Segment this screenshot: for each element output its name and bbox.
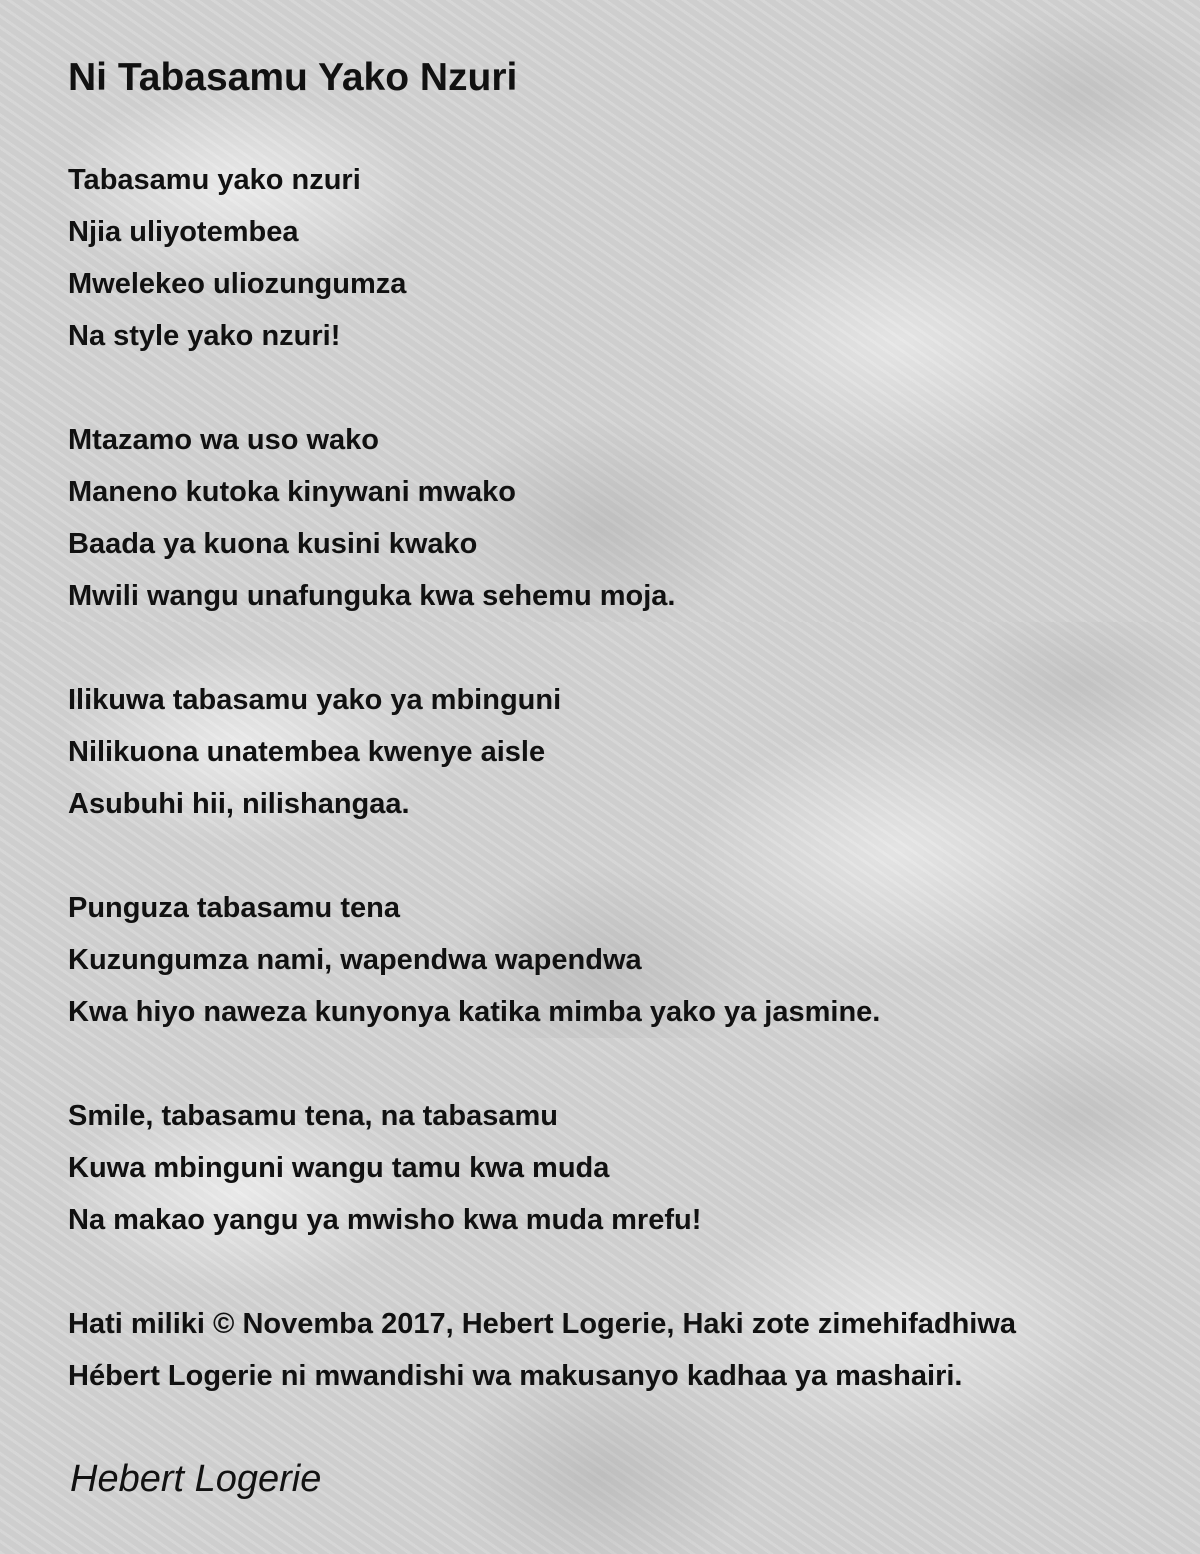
stanza-1 <box>68 154 1168 362</box>
poem-title: Ni Tabasamu Yako Nzuri <box>68 56 518 99</box>
poem-line: Kuzungumza nami, wapendwa wapendwa <box>68 944 642 976</box>
poem-line: Na style yako nzuri! <box>68 320 341 352</box>
poem-line: Asubuhi hii, nilishangaa. <box>68 788 410 820</box>
poem-line: Tabasamu yako nzuri <box>68 164 361 196</box>
poem-line: Na makao yangu ya mwisho kwa muda mrefu! <box>68 1204 702 1236</box>
poem-line: Maneno kutoka kinywani mwako <box>68 476 516 508</box>
copyright-notice <box>68 1298 1168 1402</box>
stanza-5 <box>68 1090 1168 1246</box>
poem-line: Punguza tabasamu tena <box>68 892 400 924</box>
copyright-line: Hati miliki © Novemba 2017, Hebert Logerie, Haki zote zimehifadhiwa <box>68 1308 1017 1340</box>
stanza-3 <box>68 674 1168 830</box>
poem-line: Kuwa mbinguni wangu tamu kwa muda <box>68 1152 610 1184</box>
stanza-2 <box>68 414 1168 622</box>
poem-line: Smile, tabasamu tena, na tabasamu <box>68 1100 558 1132</box>
poem-line: Njia uliyotembea <box>68 216 299 248</box>
poem-line: Mtazamo wa uso wako <box>68 424 380 456</box>
poem-line: Baada ya kuona kusini kwako <box>68 528 478 560</box>
poem-line: Nilikuona unatembea kwenye aisle <box>68 736 546 768</box>
poem-line: Ilikuwa tabasamu yako ya mbinguni <box>68 684 562 716</box>
author-bio-line: Hébert Logerie ni mwandishi wa makusanyo kadhaa ya mashairi. <box>68 1360 963 1392</box>
author-signature: Hebert Logerie <box>70 1458 322 1500</box>
poem-line: Mwelekeo uliozungumza <box>68 268 407 300</box>
poem-line: Kwa hiyo naweza kunyonya katika mimba yako ya jasmine. <box>68 996 881 1028</box>
stanza-4 <box>68 882 1168 1038</box>
poem-body <box>68 154 1168 1454</box>
poem-line: Mwili wangu unafunguka kwa sehemu moja. <box>68 580 676 612</box>
